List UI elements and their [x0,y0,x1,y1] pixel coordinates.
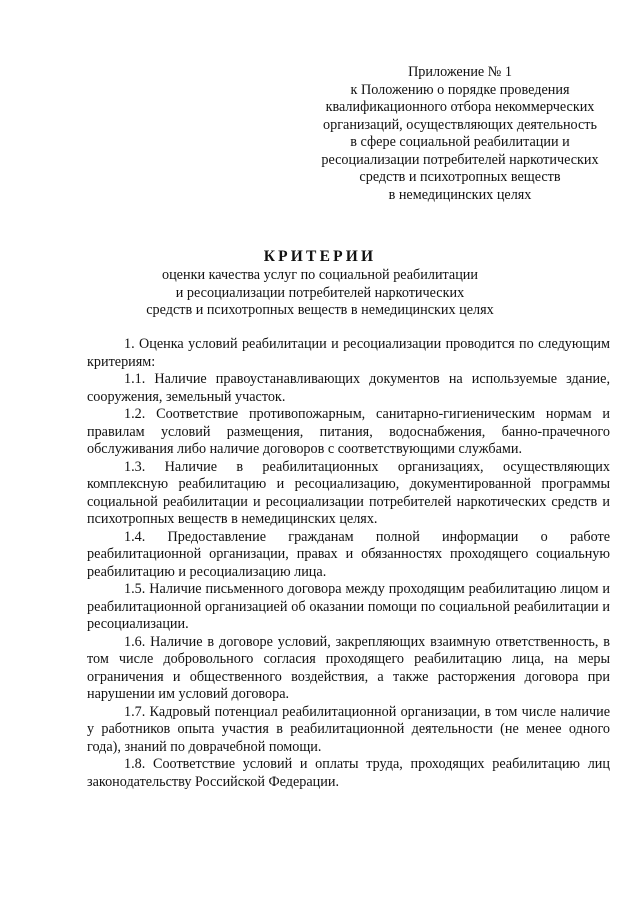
appendix-line: к Положению о порядке проведения [350,81,570,98]
appendix-line: средств и психотропных веществ [359,169,561,185]
appendix-line: организаций, осуществляющих деятельность [323,116,597,133]
criteria-paragraph-1-8: 1.8. Соответствие условий и оплаты труда, проходящих реабилитацию лиц законодательству Российской Федерации. [87,756,610,790]
criteria-paragraph-1-4: 1.4. Предоставление гражданам полной информации о работе реабилитационной организации, правах и обязанностях проходящего социальную реабилитацию и ресоциализацию лица. [87,528,610,580]
criteria-body [87,336,610,791]
appendix-line: ресоциализации потребителей наркотических [321,151,599,168]
appendix-line: в сфере социальной реабилитации и [350,134,570,150]
document-subtitle-line: оценки качества услуг по социальной реабилитации [162,267,478,283]
criteria-paragraph-1-2: 1.2. Соответствие противопожарным, санитарно-гигиеническим нормам и правилам условий размещения, питания, водоснабжения, банно-прачечного обслуживания либо наличие договоров с соответствующими службами. [87,406,610,457]
appendix-line: квалификационного отбора некоммерческих [325,99,595,115]
appendix-line: в немедицинских целях [388,186,532,203]
criteria-paragraph-1-3: 1.3. Наличие в реабилитационных организациях, осуществляющих комплексную реабилитацию и ресоциализацию, документированной программы социальной реабилитации и ресоциализации потребителей наркотических средств и психотропных веществ в немедицинских целях. [87,458,610,527]
document-subtitle-line: средств и психотропных веществ в немедицинских целях [146,302,494,318]
criteria-paragraph-1: 1. Оценка условий реабилитации и ресоциализации проводится по следующим критериям: [87,336,610,370]
document-subtitle-line: и ресоциализации потребителей наркотических [175,284,465,301]
criteria-paragraph-1-7: 1.7. Кадровый потенциал реабилитационной организации, в том числе наличие у работников опыта участия в реабилитационной деятельности (не менее одного года), знаний по доврачебной помощи. [87,703,610,755]
appendix-line: Приложение № 1 [408,64,512,80]
criteria-paragraph-1-1: 1.1. Наличие правоустанавливающих документов на используемые здание, сооружения, земельный участок. [87,371,610,405]
document-heading [0,247,640,320]
criteria-paragraph-1-5: 1.5. Наличие письменного договора между проходящим реабилитацию лицом и реабилитационной организацией об оказании помощи по социальной реабилитации и ресоциализации. [87,581,610,632]
document-title: КРИТЕРИИ [263,248,377,265]
appendix-header [300,64,620,204]
criteria-paragraph-1-6: 1.6. Наличие в договоре условий, закрепляющих взаимную ответственность, в том числе добровольного согласия проходящего реабилитацию лица, на меры ограничения и общественного воздействия, а также расторжения договора при нарушении им условий договора. [87,633,610,702]
